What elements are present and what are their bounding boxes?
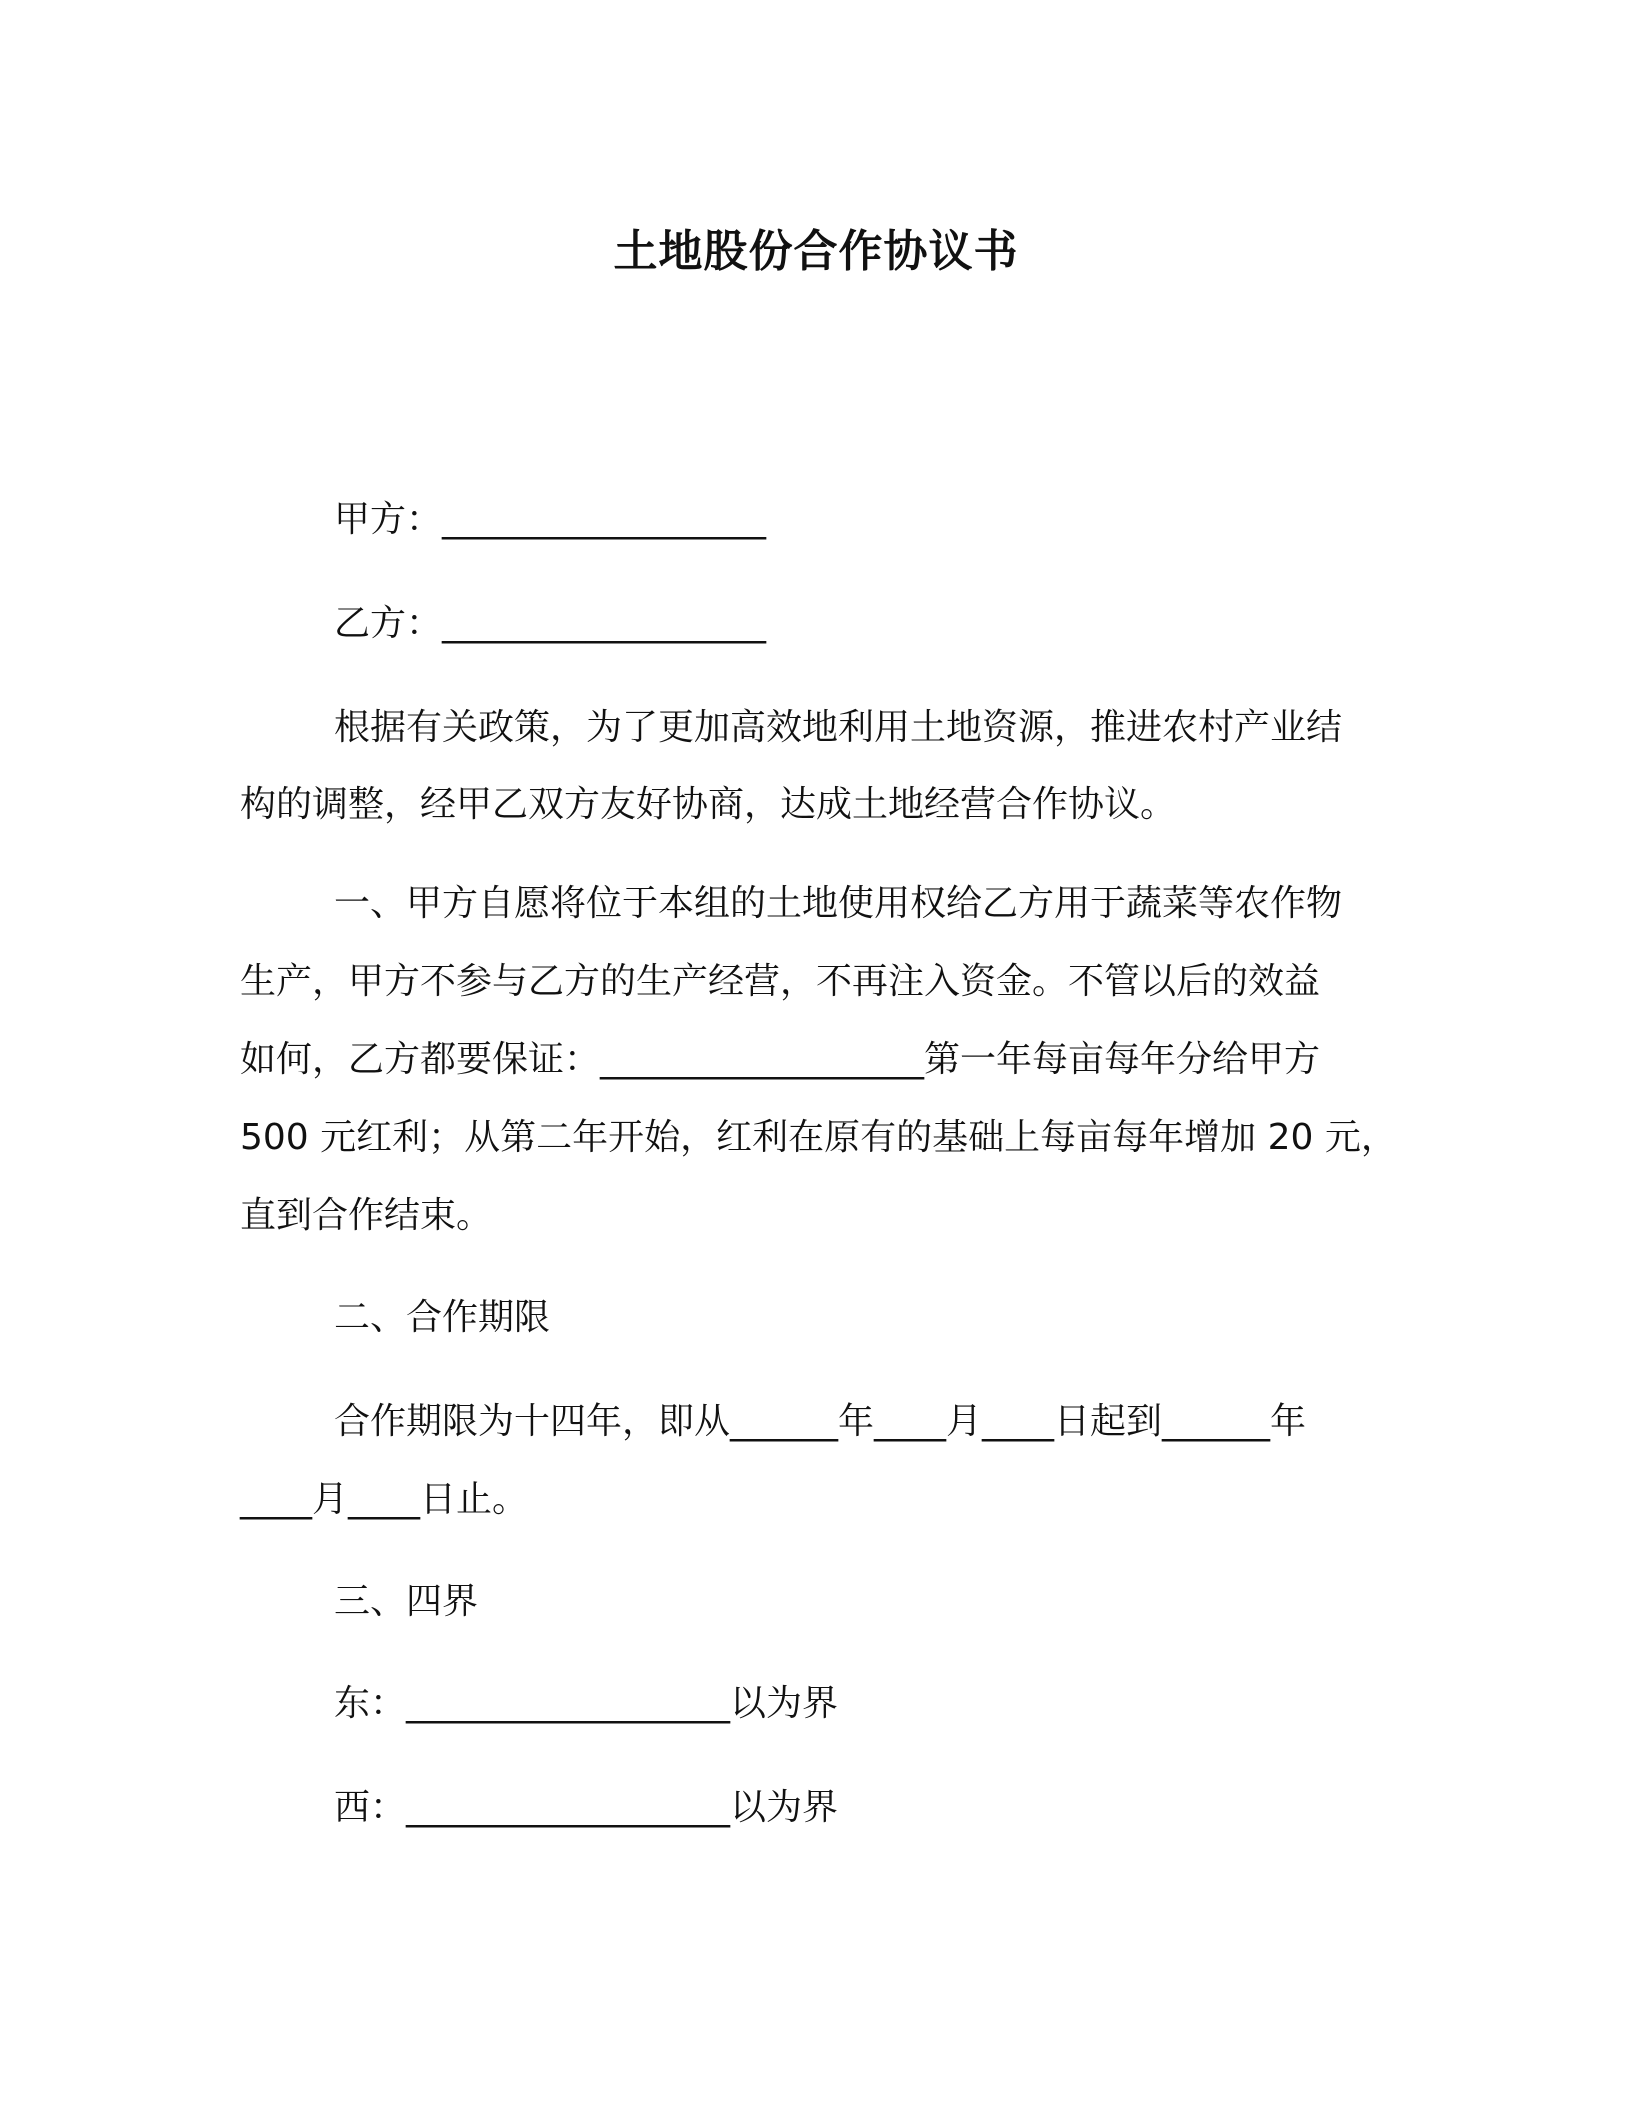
party-b-line: 乙方：__________________ bbox=[334, 603, 767, 644]
clause2-line-2: ____月____日止。 bbox=[240, 1479, 529, 1520]
clause1-line-2: 生产，甲方不参与乙方的生产经营，不再注入资金。不管以后的效益 bbox=[240, 961, 1321, 1002]
clause3-heading: 三、四界 bbox=[334, 1581, 479, 1622]
intro-line-1: 根据有关政策，为了更加高效地利用土地资源，推进农村产业结 bbox=[334, 707, 1343, 748]
intro-line-2: 构的调整，经甲乙双方友好协商，达成土地经营合作协议。 bbox=[240, 784, 1177, 825]
boundary-west-line: 西：__________________以为界 bbox=[334, 1787, 839, 1828]
party-a-line: 甲方：__________________ bbox=[334, 499, 767, 540]
clause2-heading: 二、合作期限 bbox=[334, 1297, 551, 1338]
clause1-line-4: 500 元红利；从第二年开始，红利在原有的基础上每亩每年增加 20 元， bbox=[240, 1117, 1397, 1158]
clause2-line-1: 合作期限为十四年，即从______年____月____日起到______年 bbox=[334, 1401, 1307, 1442]
document-title: 土地股份合作协议书 bbox=[613, 226, 1019, 277]
clause1-line-5: 直到合作结束。 bbox=[240, 1195, 493, 1236]
clause1-line-1: 一、甲方自愿将位于本组的土地使用权给乙方用于蔬菜等农作物 bbox=[334, 883, 1343, 924]
clause1-line-3: 如何，乙方都要保证：__________________第一年每亩每年分给甲方 bbox=[240, 1039, 1321, 1080]
boundary-east-line: 东：__________________以为界 bbox=[334, 1683, 839, 1724]
